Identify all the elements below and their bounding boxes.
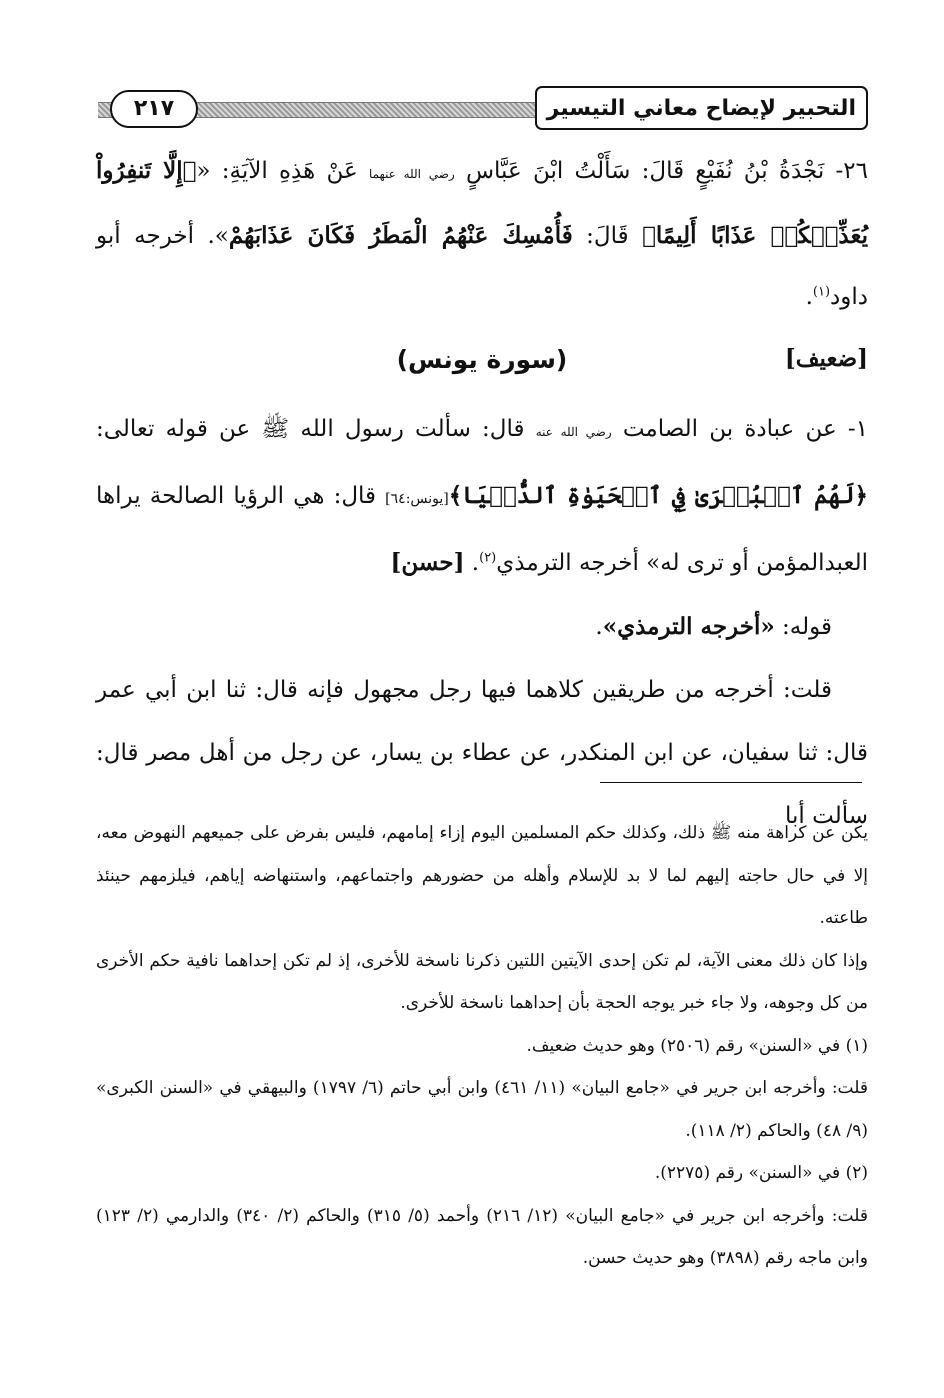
hadith-26-intro: ٢٦- نَجْدَةُ بْنُ نُفَيْعٍ قَالَ: سَأَلْتُ ابْنَ عَبَّاسٍ bbox=[465, 158, 869, 184]
footnote-1-note: قلت: وأخرجه ابن جرير في «جامع البيان» (١١/ ٤٦١) وابن أبي حاتم (٦/ ١٧٩٧) والبيهقي في «السنن الكبرى» (٩/ ٤٨) والحاكم (٢/ ١١٨). bbox=[96, 1078, 869, 1141]
surah-heading: (سورة يونس) bbox=[396, 345, 568, 374]
hadith-26-answer: فَأُمْسِكَ عَنْهُمُ الْمَطَرُ فَكَانَ عَذَابَهُمْ bbox=[228, 222, 573, 249]
hadith-1-answer: قال: هي الرؤيا الصالحة يراها العبدالمؤمن أو ترى له» أخرجه الترمذي bbox=[96, 483, 868, 576]
book-title: التحبير لإيضاح معاني التيسير bbox=[535, 86, 868, 130]
footnote-continuation bbox=[96, 812, 868, 940]
quran-verse: ﴿لَهُمُ ٱلۡبُشۡرَىٰ فِي ٱلۡحَيَوٰةِ ٱلدُّنۡيَا﴾ bbox=[448, 482, 868, 509]
running-header bbox=[98, 86, 868, 132]
footnote-marker-1: (١) bbox=[812, 284, 831, 300]
commentary-prefix: قوله: bbox=[774, 614, 832, 640]
verse-reference: [يونس:٦٤] bbox=[385, 491, 449, 507]
footnote-text: ذلك، وكذلك حكم المسلمين اليوم إزاء إمامهم، فليس بفرض على جميعهم النهوض معه، إلا في حال حاجته إليهم لما لا بد للإسلام وأهله من حضورهم واجتماعهم، واستنهاضه إياهم، فيلزمهم حينئذ طاعته. bbox=[96, 823, 868, 928]
hadith-1-narrator: ١- عن عبادة بن الصامت bbox=[622, 416, 868, 442]
hadith-1-end: . bbox=[464, 550, 480, 576]
honorific-mark: ﷺ bbox=[261, 416, 290, 442]
footnote-paragraph: وإذا كان ذلك معنى الآية، لم تكن إحدى الآيتين اللتين ذكرنا ناسخة للأخرى، إذ لم تكن إحداهما نافية حكم الأخرى من كل وجوهه، ولا جاء خبر يوجه الحجة بأن إحداهما ناسخة للأخرى. bbox=[96, 950, 868, 1013]
commentary-end: . bbox=[595, 614, 603, 640]
commentary-heading bbox=[96, 595, 868, 659]
surah-yunus-block bbox=[96, 398, 868, 848]
honorific-mark: رضي الله عنه bbox=[535, 425, 612, 439]
hadith-26-end: . bbox=[805, 284, 813, 310]
hadith-26-source: ». أخرجه أبو داود bbox=[96, 223, 868, 310]
hadith-1-about: عن قوله تعالى: bbox=[96, 416, 262, 442]
footnote-2: (٢) في «السنن» رقم (٢٢٧٥). bbox=[654, 1163, 868, 1183]
footnotes bbox=[96, 812, 868, 1280]
footnote-marker-2: (٢) bbox=[479, 550, 497, 566]
quran-verse: ﴿إِلَّا تَنفِرُواْ يُعَذِّبۡكُمۡ عَذَابًا أَلِيمًا﴾ bbox=[96, 157, 868, 249]
page-number: ٢١٧ bbox=[110, 90, 198, 128]
hadith-26-text bbox=[96, 140, 868, 328]
hadith-1-text bbox=[96, 398, 868, 595]
hadith-1-question: قال: سألت رسول الله bbox=[300, 416, 536, 442]
grade-badge: [حسن] bbox=[390, 549, 465, 576]
grade-badge: [ضعيف] bbox=[784, 345, 868, 372]
footnote-2-note: قلت: وأخرجه ابن جرير في «جامع البيان» (١٢/ ٢١٦) وأحمد (٥/ ٣١٥) والحاكم (٢/ ٣٤٠) والدارمي (٢/ ١٢٣) وابن ماجه رقم (٣٨٩٨) وهو حديث حسن. bbox=[96, 1205, 868, 1268]
commentary-text: قلت: أخرجه من طريقين كلاهما فيها رجل مجهول فإنه قال: ثنا ابن أبي عمر قال: ثنا سفيان، عن ابن المنكدر، عن عطاء بن يسار، عن رجل من أهل مصر قال: سألت أبا bbox=[96, 677, 868, 829]
honorific-mark: ﷺ bbox=[710, 823, 732, 843]
hadith-26-answer-prefix: قَالَ: bbox=[572, 223, 643, 249]
footnote-1: (١) في «السنن» رقم (٢٥٠٦) وهو حديث ضعيف. bbox=[526, 1035, 868, 1056]
commentary-quote: «أخرجه الترمذي» bbox=[602, 613, 775, 640]
footnote-text: يكن عن كراهة منه bbox=[737, 823, 869, 843]
honorific-mark: رضي الله عنهما bbox=[368, 167, 455, 181]
footnote-separator bbox=[600, 782, 862, 783]
hadith-26-about: عَنْ هَذِهِ الآيَةِ: « bbox=[196, 158, 358, 184]
